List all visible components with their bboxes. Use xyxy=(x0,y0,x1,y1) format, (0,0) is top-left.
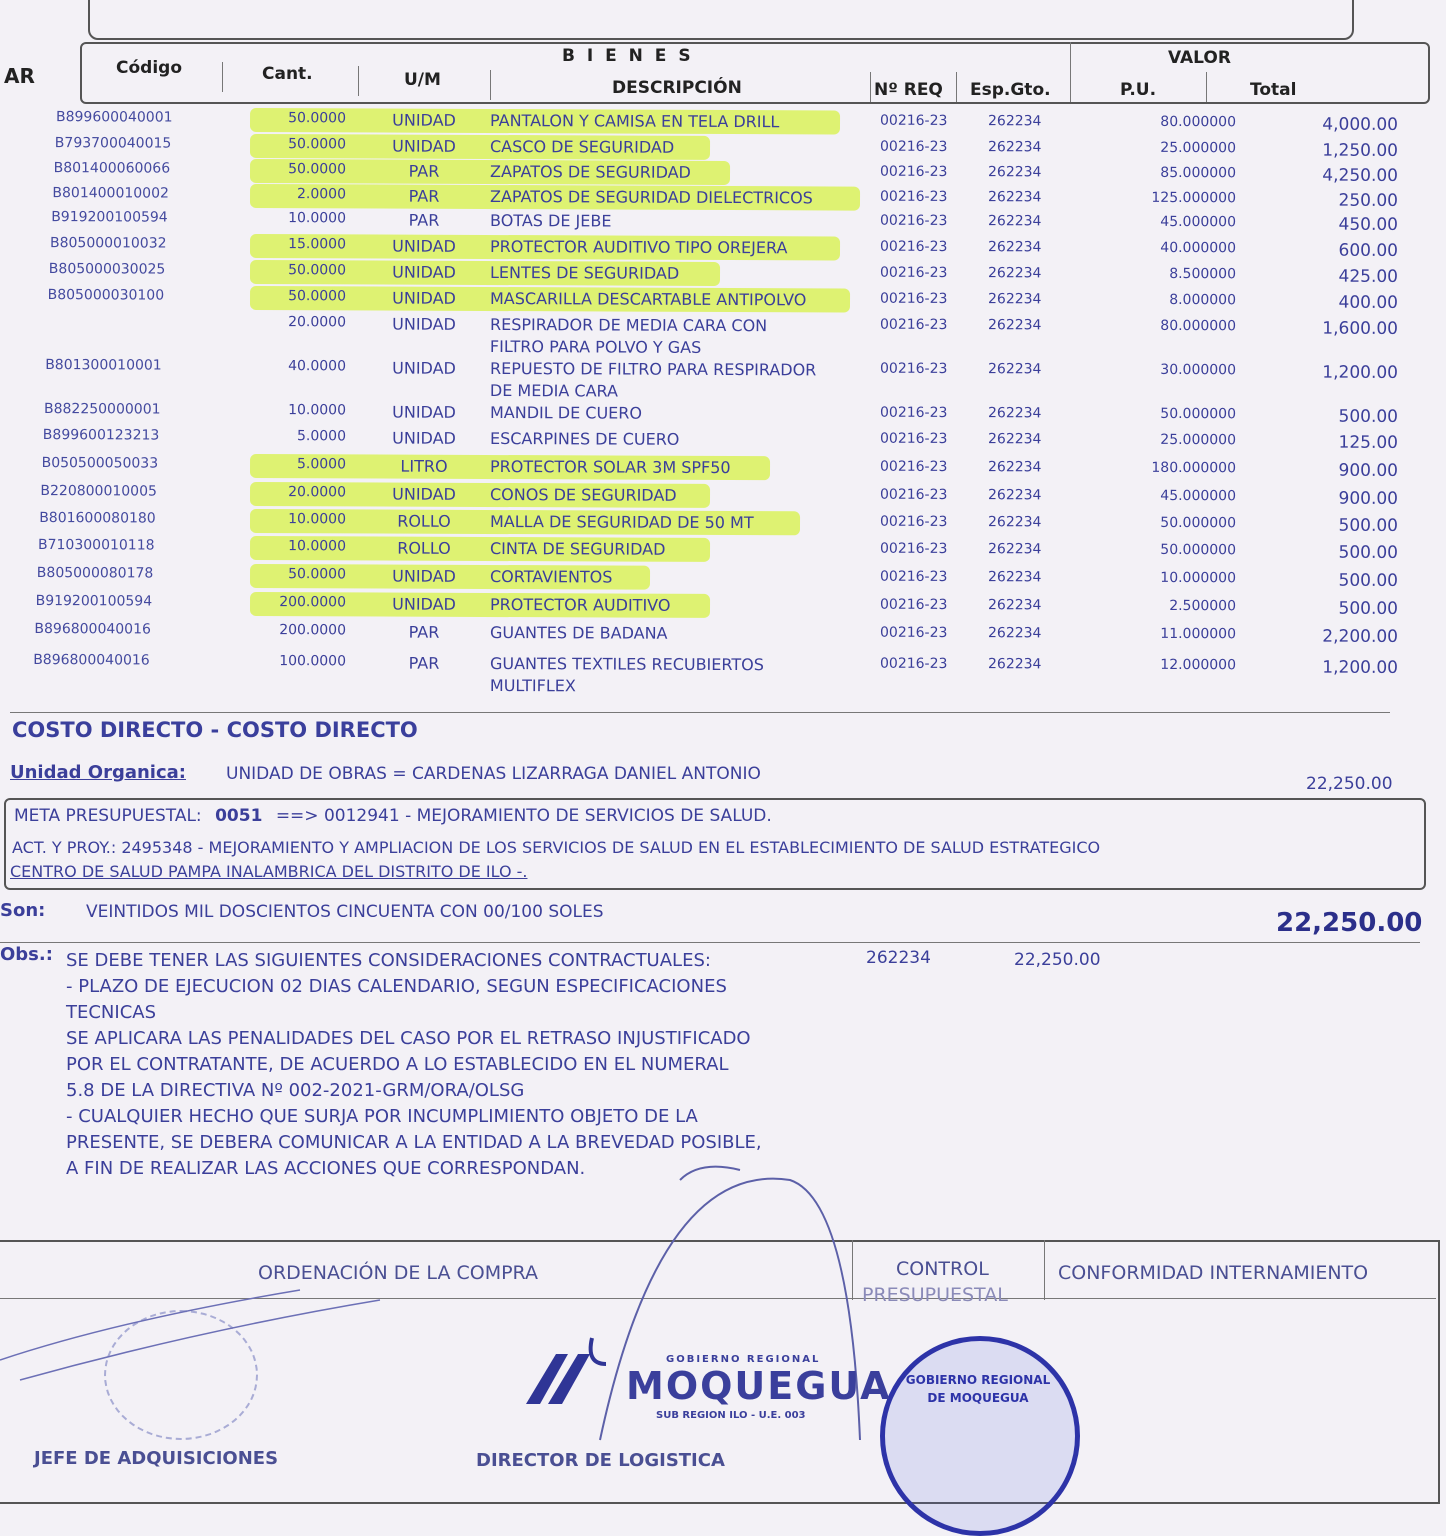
item-description: PROTECTOR AUDITIVO TIPO OREJERA xyxy=(489,236,788,258)
item-spending-code: 262234 xyxy=(987,189,1042,206)
item-total: 600.00 xyxy=(1338,240,1399,261)
item-req-number: 00216-23 xyxy=(879,316,948,333)
item-unit: UNIDAD xyxy=(392,110,456,130)
header-divider xyxy=(490,70,491,100)
col-descripcion: DESCRIPCIÓN xyxy=(612,78,742,98)
item-total: 4,250.00 xyxy=(1322,165,1399,186)
item-quantity: 10.0000 xyxy=(288,402,347,419)
item-req-number: 00216-23 xyxy=(879,655,948,672)
item-unit-price: 125.000000 xyxy=(1151,189,1237,207)
son-value: VEINTIDOS MIL DOSCIENTOS CINCUENTA CON 00/100 SOLES xyxy=(86,902,604,922)
signature-divider xyxy=(0,1298,1436,1299)
subtotal-amount: 22,250.00 xyxy=(1306,774,1393,794)
unidad-organica-label: Unidad Organica: xyxy=(10,762,186,783)
item-spending-code: 262234 xyxy=(987,317,1042,334)
obs-line: PRESENTE, SE DEBERA COMUNICAR A LA ENTIDAD A LA BREVEDAD POSIBLE, xyxy=(66,1132,762,1153)
item-spending-code: 262234 xyxy=(987,487,1042,504)
item-req-number: 00216-23 xyxy=(879,112,948,129)
item-unit-price: 50.000000 xyxy=(1160,405,1237,423)
act-proy-line2: CENTRO DE SALUD PAMPA INALAMBRICA DEL DISTRITO DE ILO -. xyxy=(10,862,528,881)
item-req-number: 00216-23 xyxy=(879,540,948,557)
item-spending-code: 262234 xyxy=(987,431,1042,448)
item-description: BOTAS DE JEBE xyxy=(489,210,612,231)
item-req-number: 00216-23 xyxy=(879,404,948,421)
item-spending-code: 262234 xyxy=(987,213,1042,230)
item-code: B899600040001 xyxy=(55,109,173,126)
item-unit-price: 45.000000 xyxy=(1160,213,1237,231)
item-code: B919200100594 xyxy=(35,593,153,610)
item-unit-price: 50.000000 xyxy=(1160,541,1237,559)
item-req-number: 00216-23 xyxy=(879,486,948,503)
item-description: ZAPATOS DE SEGURIDAD DIELECTRICOS xyxy=(489,186,813,208)
item-unit-price: 30.000000 xyxy=(1160,361,1237,379)
item-unit-price: 10.000000 xyxy=(1160,569,1237,587)
item-spending-code: 262234 xyxy=(987,265,1042,282)
col-codigo: Código xyxy=(116,58,182,78)
col-um: U/M xyxy=(404,70,441,90)
act-proy-line: ACT. Y PROY.: 2495348 - MEJORAMIENTO Y AMPLIACION DE LOS SERVICIOS DE SALUD EN EL ESTABLECIMIENTO DE SALUD ESTRATEGICO xyxy=(12,838,1101,857)
item-unit: PAR xyxy=(408,161,440,181)
item-quantity: 50.0000 xyxy=(288,161,347,178)
item-unit: UNIDAD xyxy=(392,262,456,282)
item-total: 500.00 xyxy=(1338,406,1399,427)
logo-small-text: GOBIERNO REGIONAL xyxy=(666,1354,821,1365)
item-unit: UNIDAD xyxy=(392,288,456,308)
item-quantity: 20.0000 xyxy=(288,314,347,331)
item-total: 1,200.00 xyxy=(1322,362,1399,383)
item-unit-price: 11.000000 xyxy=(1160,625,1237,643)
item-unit: UNIDAD xyxy=(392,236,456,256)
item-unit-price: 25.000000 xyxy=(1160,139,1237,157)
item-unit: UNIDAD xyxy=(392,314,456,334)
item-req-number: 00216-23 xyxy=(879,138,948,155)
item-total: 900.00 xyxy=(1338,460,1399,481)
item-spending-code: 262234 xyxy=(987,405,1042,422)
header-divider xyxy=(358,66,359,96)
item-code: B919200100594 xyxy=(51,209,168,226)
item-description: ESCARPINES DE CUERO xyxy=(489,428,680,449)
table-row xyxy=(0,357,1446,401)
obs-label: Obs.: xyxy=(0,944,53,965)
meta-code: 0051 xyxy=(215,806,263,826)
item-unit: UNIDAD xyxy=(392,566,456,586)
item-quantity: 50.0000 xyxy=(288,262,347,279)
unidad-organica-value: UNIDAD DE OBRAS = CARDENAS LIZARRAGA DANIEL ANTONIO xyxy=(226,764,761,784)
item-code: B896800040016 xyxy=(33,651,150,669)
item-req-number: 00216-23 xyxy=(879,624,948,641)
gobierno-regional-seal xyxy=(880,1336,1080,1536)
item-code: B805000030025 xyxy=(48,261,166,278)
obs-line: TECNICAS xyxy=(66,1002,157,1023)
item-req-number: 00216-23 xyxy=(879,264,948,281)
header-divider xyxy=(870,72,871,102)
item-req-number: 00216-23 xyxy=(879,458,948,475)
obs-line: A FIN DE REALIZAR LAS ACCIONES QUE CORRESPONDAN. xyxy=(66,1158,586,1179)
item-spending-code: 262234 xyxy=(987,291,1042,308)
valor-heading: VALOR xyxy=(1168,48,1231,68)
item-spending-code: 262234 xyxy=(987,597,1042,614)
item-code: B801300010001 xyxy=(45,357,162,374)
item-req-number: 00216-23 xyxy=(879,360,948,377)
item-total: 1,250.00 xyxy=(1322,140,1399,161)
left-round-stamp xyxy=(104,1310,258,1440)
item-quantity: 10.0000 xyxy=(288,511,347,528)
item-unit: UNIDAD xyxy=(392,358,456,378)
obs-esp: 262234 xyxy=(866,948,931,968)
item-quantity: 5.0000 xyxy=(296,428,347,445)
item-description: PANTALON Y CAMISA EN TELA DRILL xyxy=(489,110,780,132)
item-quantity: 100.0000 xyxy=(279,653,347,670)
item-total: 500.00 xyxy=(1338,570,1399,591)
header-divider xyxy=(222,62,223,92)
obs-line: POR EL CONTRATANTE, DE ACUERDO A LO ESTABLECIDO EN EL NUMERAL xyxy=(66,1054,729,1075)
item-quantity: 20.0000 xyxy=(288,484,347,501)
obs-line: - CUALQUIER HECHO QUE SURJA POR INCUMPLIMIENTO OBJETO DE LA xyxy=(66,1106,698,1127)
item-unit: ROLLO xyxy=(397,511,451,531)
obs-line: SE APLICARA LAS PENALIDADES DEL CASO POR EL RETRASO INJUSTIFICADO xyxy=(66,1028,751,1049)
item-quantity: 40.0000 xyxy=(288,358,347,375)
summary-divider xyxy=(10,712,1390,713)
item-unit-price: 85.000000 xyxy=(1160,164,1237,182)
son-label: Son: xyxy=(0,900,46,921)
item-total: 425.00 xyxy=(1338,266,1399,287)
item-code: B801600080180 xyxy=(39,510,156,527)
item-description: GUANTES TEXTILES RECUBIERTOS xyxy=(489,653,764,675)
item-spending-code: 262234 xyxy=(987,514,1042,531)
logo-big-text: MOQUEGUA xyxy=(626,1364,892,1408)
item-req-number: 00216-23 xyxy=(879,290,948,307)
item-description: MANDIL DE CUERO xyxy=(489,402,643,423)
item-req-number: 00216-23 xyxy=(879,238,948,255)
item-description: ZAPATOS DE SEGURIDAD xyxy=(489,161,691,182)
item-description: CINTA DE SEGURIDAD xyxy=(489,538,666,559)
item-quantity: 10.0000 xyxy=(288,210,347,227)
item-spending-code: 262234 xyxy=(987,164,1042,181)
item-unit-price: 8.000000 xyxy=(1169,291,1237,309)
item-total: 500.00 xyxy=(1338,515,1399,536)
item-spending-code: 262234 xyxy=(987,656,1042,673)
item-unit-price: 12.000000 xyxy=(1160,656,1237,674)
seal-text: GOBIERNO REGIONAL DE MOQUEGUA xyxy=(905,1373,1051,1405)
item-description: RESPIRADOR DE MEDIA CARA CON xyxy=(489,314,768,336)
margin-mark: AR xyxy=(4,64,35,88)
obs-amount: 22,250.00 xyxy=(1014,950,1101,970)
item-req-number: 00216-23 xyxy=(879,596,948,613)
item-description-line2: FILTRO PARA POLVO Y GAS xyxy=(489,336,702,357)
item-quantity: 50.0000 xyxy=(288,566,347,583)
item-code: B801400010002 xyxy=(52,185,169,202)
item-total: 4,000.00 xyxy=(1322,114,1399,135)
item-unit-price: 50.000000 xyxy=(1160,514,1237,532)
item-code: B805000030100 xyxy=(47,287,165,304)
item-total: 450.00 xyxy=(1338,214,1399,235)
director-label: DIRECTOR DE LOGISTICA xyxy=(476,1450,725,1471)
item-spending-code: 262234 xyxy=(987,361,1042,378)
item-total: 400.00 xyxy=(1338,292,1399,313)
item-quantity: 50.0000 xyxy=(288,110,347,127)
col-espgto: Esp.Gto. xyxy=(970,80,1051,100)
meta-description: ==> 0012941 - MEJORAMIENTO DE SERVICIOS DE SALUD. xyxy=(275,806,772,826)
ordenacion-label: ORDENACIÓN DE LA COMPRA xyxy=(258,1262,538,1284)
item-unit: UNIDAD xyxy=(392,594,456,614)
item-total: 1,200.00 xyxy=(1322,657,1399,678)
item-description: PROTECTOR SOLAR 3M SPF50 xyxy=(489,456,731,478)
header-divider xyxy=(956,72,957,102)
item-unit-price: 40.000000 xyxy=(1160,239,1237,257)
bienes-heading: B I E N E S xyxy=(562,46,694,66)
item-quantity: 10.0000 xyxy=(288,538,347,555)
item-code: B882250000001 xyxy=(43,401,161,418)
item-quantity: 200.0000 xyxy=(279,622,347,639)
item-unit: UNIDAD xyxy=(392,136,456,156)
table-row xyxy=(0,621,1446,655)
header-divider xyxy=(1206,72,1207,102)
item-req-number: 00216-23 xyxy=(879,188,948,205)
item-unit-price: 180.000000 xyxy=(1151,459,1237,477)
obs-text xyxy=(66,948,762,1182)
item-code: B220800010005 xyxy=(40,483,157,500)
item-req-number: 00216-23 xyxy=(879,212,948,229)
logo-mark-icon xyxy=(516,1334,626,1414)
item-description: CASCO DE SEGURIDAD xyxy=(489,136,675,157)
control-label: CONTROL xyxy=(896,1258,989,1280)
col-nreq: Nº REQ xyxy=(874,80,943,100)
item-unit: LITRO xyxy=(400,456,448,476)
item-description: CORTAVIENTOS xyxy=(489,566,613,587)
presupuestal-label: PRESUPUESTAL xyxy=(862,1284,1008,1306)
item-unit-price: 45.000000 xyxy=(1160,487,1237,505)
obs-line: - PLAZO DE EJECUCION 02 DIAS CALENDARIO, SEGUN ESPECIFICACIONES xyxy=(66,976,727,997)
item-code: B896800040016 xyxy=(34,620,151,638)
item-total: 250.00 xyxy=(1338,190,1399,211)
item-req-number: 00216-23 xyxy=(879,163,948,180)
item-quantity: 50.0000 xyxy=(288,136,347,153)
table-row xyxy=(0,313,1446,357)
item-description: MASCARILLA DESCARTABLE ANTIPOLVO xyxy=(489,288,807,310)
item-total: 125.00 xyxy=(1338,432,1399,453)
item-code: B050500050033 xyxy=(41,455,159,472)
item-quantity: 15.0000 xyxy=(288,236,347,253)
obs-line: SE DEBE TENER LAS SIGUIENTES CONSIDERACIONES CONTRACTUALES: xyxy=(66,950,711,971)
moquegua-logo xyxy=(516,1330,892,1430)
item-description: MALLA DE SEGURIDAD DE 50 MT xyxy=(489,511,754,533)
item-req-number: 00216-23 xyxy=(879,430,948,447)
item-quantity: 200.0000 xyxy=(279,594,347,611)
item-spending-code: 262234 xyxy=(987,239,1042,256)
top-header-box xyxy=(88,0,1354,40)
item-spending-code: 262234 xyxy=(987,569,1042,586)
meta-label xyxy=(14,806,772,826)
item-req-number: 00216-23 xyxy=(879,568,948,585)
item-unit: UNIDAD xyxy=(392,402,456,422)
item-description-line2: MULTIFLEX xyxy=(489,675,576,696)
item-unit: PAR xyxy=(408,210,440,230)
meta-label-text: META PRESUPUESTAL: xyxy=(14,806,202,826)
item-unit-price: 80.000000 xyxy=(1160,113,1237,131)
item-code: B899600123213 xyxy=(42,427,160,444)
item-unit: PAR xyxy=(408,186,440,206)
item-code: B805000080178 xyxy=(36,565,154,582)
item-description: PROTECTOR AUDITIVO xyxy=(489,594,671,615)
item-unit-price: 8.500000 xyxy=(1169,265,1237,283)
obs-divider xyxy=(0,942,1420,943)
costo-directo-title: COSTO DIRECTO - COSTO DIRECTO xyxy=(12,718,418,742)
item-spending-code: 262234 xyxy=(987,459,1042,476)
item-spending-code: 262234 xyxy=(987,113,1042,130)
table-row xyxy=(0,651,1446,696)
item-description: LENTES DE SEGURIDAD xyxy=(489,262,680,283)
item-unit-price: 2.500000 xyxy=(1169,597,1237,615)
item-total: 900.00 xyxy=(1338,488,1399,509)
item-spending-code: 262234 xyxy=(987,541,1042,558)
item-unit-price: 80.000000 xyxy=(1160,317,1237,335)
item-code: B805000010032 xyxy=(49,235,167,252)
conformidad-label: CONFORMIDAD INTERNAMIENTO xyxy=(1058,1262,1369,1284)
col-pu: P.U. xyxy=(1120,80,1157,100)
item-spending-code: 262234 xyxy=(987,625,1042,642)
item-unit: ROLLO xyxy=(397,538,451,558)
item-code: B793700040015 xyxy=(54,135,172,152)
item-quantity: 2.0000 xyxy=(296,186,347,203)
col-total: Total xyxy=(1250,80,1297,100)
obs-line: 5.8 DE LA DIRECTIVA Nº 002-2021-GRM/ORA/OLSG xyxy=(66,1080,525,1101)
item-total: 500.00 xyxy=(1338,542,1399,563)
grand-total: 22,250.00 xyxy=(1276,908,1423,938)
signature-col-divider xyxy=(1044,1240,1045,1300)
item-unit: UNIDAD xyxy=(392,428,456,448)
item-unit: PAR xyxy=(408,622,440,642)
item-description: REPUESTO DE FILTRO PARA RESPIRADOR xyxy=(489,358,817,380)
item-code: B801400060066 xyxy=(53,160,171,177)
item-description: CONOS DE SEGURIDAD xyxy=(489,484,677,505)
item-spending-code: 262234 xyxy=(987,139,1042,156)
item-total: 500.00 xyxy=(1338,598,1399,619)
item-description-line2: DE MEDIA CARA xyxy=(489,380,618,401)
item-unit: UNIDAD xyxy=(392,484,456,504)
logo-sub-text: SUB REGION ILO - U.E. 003 xyxy=(656,1410,806,1421)
item-unit: PAR xyxy=(408,653,440,673)
item-code: B710300010118 xyxy=(37,537,155,554)
item-req-number: 00216-23 xyxy=(879,513,948,530)
item-description: GUANTES DE BADANA xyxy=(489,622,668,643)
item-quantity: 5.0000 xyxy=(296,456,347,473)
signature-col-divider xyxy=(852,1240,853,1300)
item-unit-price: 25.000000 xyxy=(1160,431,1237,449)
jefe-label: JEFE DE ADQUISICIONES xyxy=(34,1448,279,1469)
header-divider xyxy=(1070,42,1071,102)
col-cant: Cant. xyxy=(262,64,313,84)
item-total: 2,200.00 xyxy=(1322,626,1399,647)
item-total: 1,600.00 xyxy=(1322,318,1399,339)
item-quantity: 50.0000 xyxy=(288,288,347,305)
